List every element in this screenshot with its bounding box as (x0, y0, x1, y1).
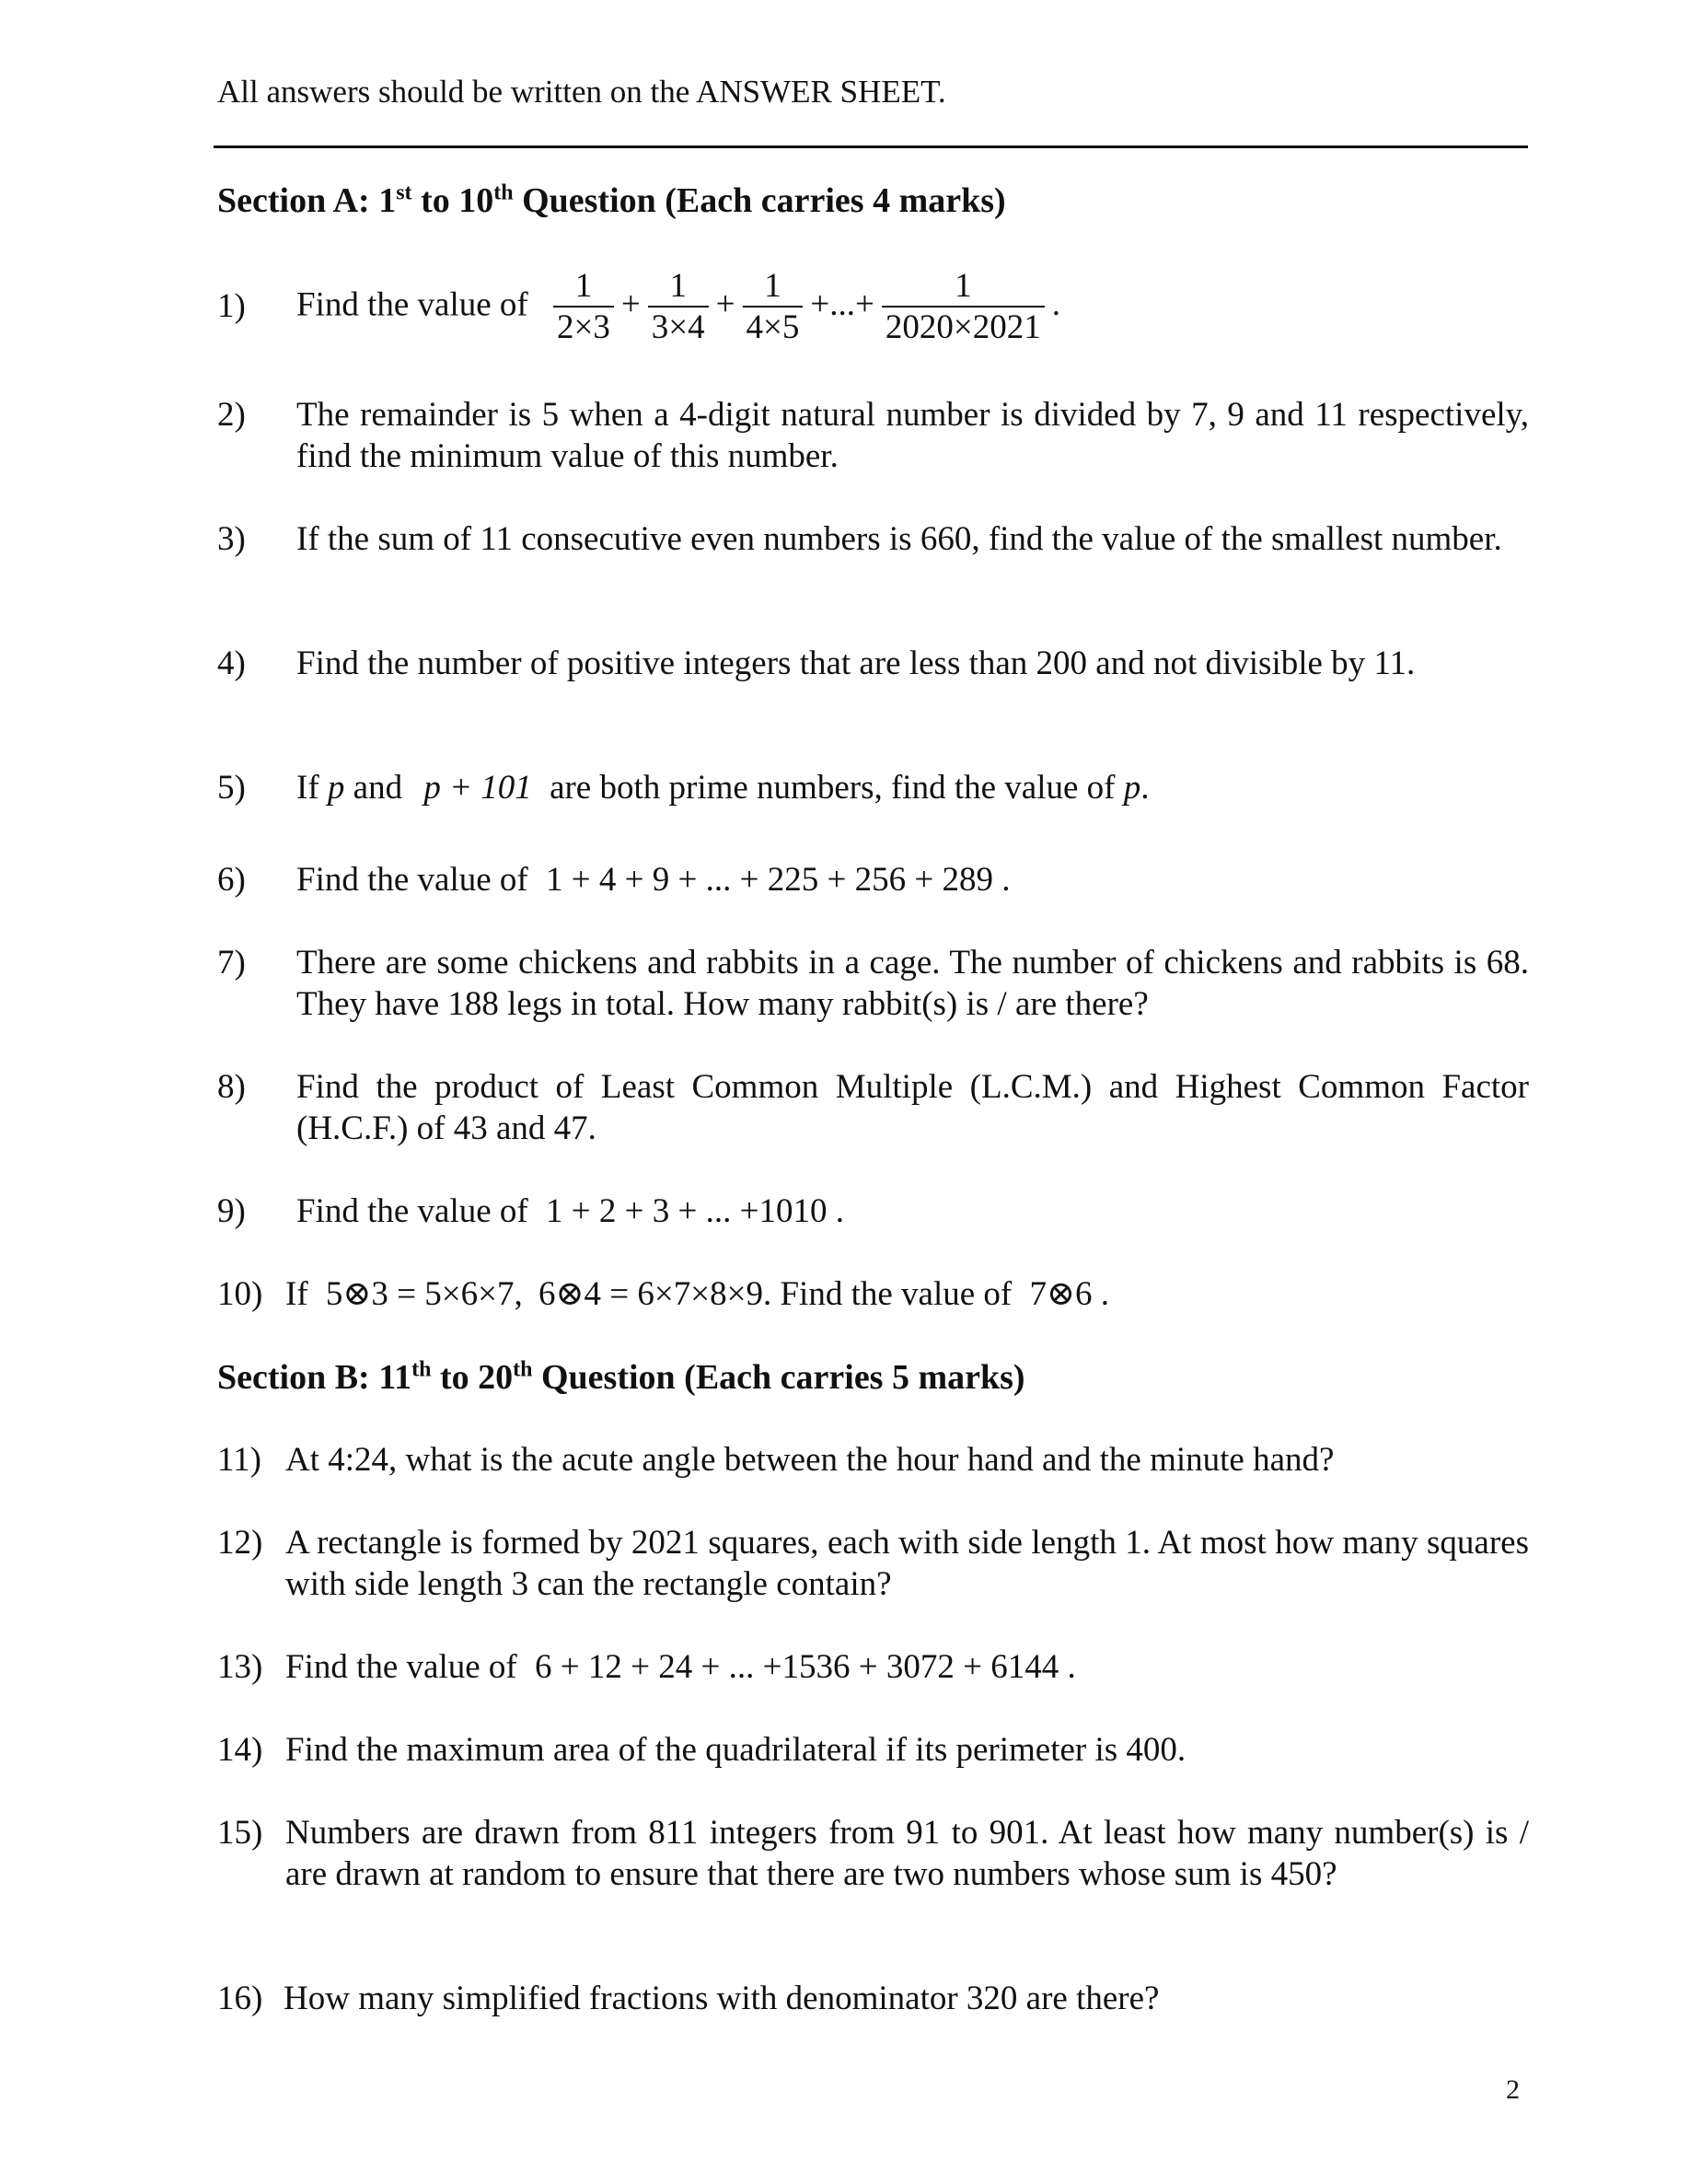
question-text: Find the maximum area of the quadrilateral if its perimeter is 400. (285, 1731, 1186, 1769)
section-b-mid: to 20 (431, 1358, 514, 1397)
section-a-post: Question (Each carries 4 marks) (513, 181, 1006, 220)
math-expression: 5⊗3 = 5×6×7, (325, 1275, 523, 1313)
math-expression: 1 + 2 + 3 + ... +1010 . (546, 1192, 844, 1230)
fraction (882, 267, 1045, 348)
question-text: There are some chickens and rabbits in a cage. The number of chickens and rabbits is 68. They have 188 legs in total. How many rabbit(s) is / are there? (296, 944, 1529, 1023)
question-text: Find the product of Least Common Multiple (L.C.M.) and Highest Common Factor (H.C.F.) of 43 and 47. (296, 1068, 1529, 1147)
question-text: Find the value of (296, 1192, 528, 1230)
question-number: 12) (217, 1524, 263, 1562)
fraction (553, 267, 614, 348)
question-text: Numbers are drawn from 811 integers from 91 to 901. At least how many number(s) is / are drawn at random to ensure that there are two numbers whose sum is 450? (285, 1814, 1529, 1893)
question-text: If (296, 769, 319, 807)
section-a-heading (217, 179, 1006, 223)
question-number: 9) (217, 1192, 246, 1230)
math-expression: 6⊗4 = 6×7×8×9 (538, 1275, 763, 1313)
math-expression: 6 + 12 + 24 + ... +1536 + 3072 + 6144 . (535, 1648, 1076, 1686)
question-body (296, 1191, 1529, 1232)
numerator: 1 (669, 267, 687, 305)
question-body (285, 1273, 1529, 1315)
fraction (743, 267, 804, 348)
section-a-pre: Section A: 1 (217, 181, 397, 220)
question-text: and (353, 769, 403, 807)
math-expression: p + 101 (423, 769, 532, 807)
question-number: 4) (217, 645, 246, 682)
page-number: 2 (1506, 2074, 1520, 2105)
denominator: 2×3 (553, 306, 614, 348)
denominator: 2020×2021 (882, 306, 1045, 348)
question-number: 3) (217, 520, 246, 558)
variable: p (327, 769, 345, 807)
question-number: 1) (217, 287, 246, 325)
question-body (285, 1646, 1529, 1688)
question-number: 11) (217, 1441, 261, 1479)
period: . (1140, 769, 1150, 807)
question-text: Find the number of positive integers that are less than 200 and not divisible by 11. (296, 645, 1416, 682)
variable: p (1123, 769, 1141, 807)
section-a-mid: to 10 (411, 181, 494, 220)
question-body (296, 767, 1529, 808)
section-b-sup2: th (513, 1357, 533, 1382)
question-text: Find the value of (285, 1648, 517, 1686)
section-b-pre: Section B: 11 (217, 1358, 412, 1397)
question-text: If the sum of 11 consecutive even numbers is 660, find the value of the smallest number. (296, 520, 1502, 558)
question-text: If (285, 1275, 308, 1313)
question-text: are both prime numbers, find the value of (550, 769, 1116, 807)
numerator: 1 (764, 267, 781, 305)
numerator: 1 (955, 267, 972, 305)
section-b-heading (217, 1355, 1025, 1400)
header-divider (214, 145, 1528, 148)
question-text: At 4:24, what is the acute angle between the hour hand and the minute hand? (285, 1441, 1335, 1479)
section-b-post: Question (Each carries 5 marks) (532, 1358, 1025, 1397)
question-1 (217, 267, 1529, 359)
question-number: 2) (217, 396, 246, 434)
question-text: A rectangle is formed by 2021 squares, each with side length 1. At most how many squares with side length 3 can the rectangle contain? (285, 1524, 1529, 1603)
math-expression: 7⊗6 . (1029, 1275, 1110, 1313)
section-b-sup1: th (411, 1357, 432, 1382)
question-number: 8) (217, 1068, 246, 1106)
question-text: Find the value of (296, 285, 528, 324)
answer-sheet-notice: All answers should be written on the ANSWER SHEET. (217, 74, 946, 110)
operator: + (620, 285, 641, 324)
question-body (296, 859, 1529, 900)
question-number: 13) (217, 1648, 263, 1686)
operator: +...+ (810, 285, 874, 324)
question-text: The remainder is 5 when a 4-digit natural number is divided by 7, 9 and 11 respectively, find the minimum value of this number. (296, 396, 1529, 475)
question-number: 16) (217, 1980, 263, 2017)
operator: . (1051, 285, 1060, 324)
section-a-sup2: th (493, 180, 514, 205)
operator: + (715, 285, 735, 324)
question-text: Find the value of (296, 861, 528, 899)
fraction (648, 267, 709, 348)
question-number: 10) (217, 1275, 263, 1313)
question-text: How many simplified fractions with denominator 320 are there? (284, 1980, 1160, 2017)
denominator: 3×4 (648, 306, 709, 348)
question-number: 14) (217, 1731, 263, 1769)
question-number: 15) (217, 1814, 263, 1852)
math-expression: 1 + 4 + 9 + ... + 225 + 256 + 289 . (546, 861, 1011, 899)
question-body (296, 267, 1529, 348)
question-number: 5) (217, 769, 246, 807)
section-a-sup1: st (396, 180, 412, 205)
question-number: 6) (217, 861, 246, 899)
numerator: 1 (574, 267, 593, 305)
question-text: . Find the value of (762, 1275, 1013, 1313)
question-number: 7) (217, 944, 246, 982)
denominator: 4×5 (743, 306, 804, 348)
